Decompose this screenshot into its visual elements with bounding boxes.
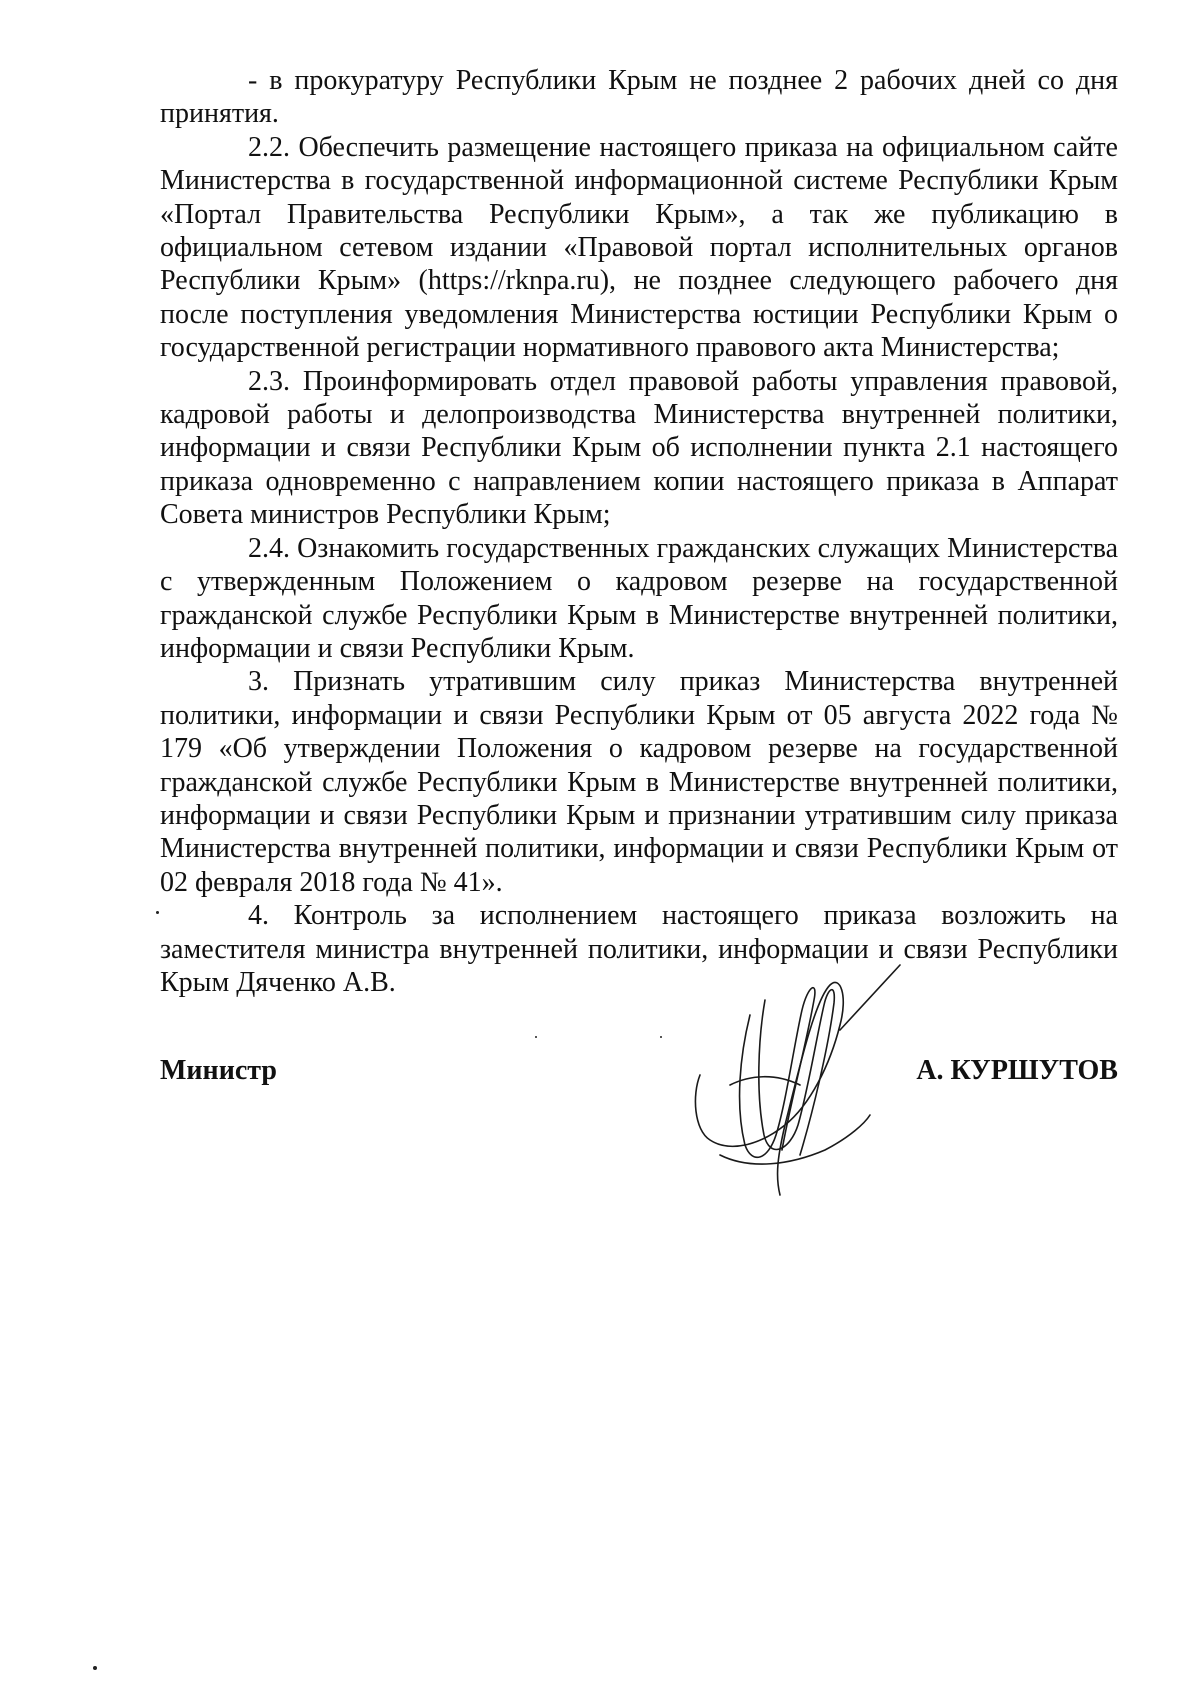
paragraph-2-2: 2.2. Обеспечить размещение настоящего приказа на официальном сайте Министерства в государственной информационной системе Республики Крым «Портал Правительства Республики Крым», а так же публикацию в официальном сетевом издании «Правовой портал исполнительных органов Республики Крым» (https://rknpa.ru), не позднее следующего рабочего дня после поступления уведомления Министерства юстиции Республики Крым о государственной регистрации нормативного правового акта Министерства; [160, 131, 1118, 364]
paragraph-4: 4. Контроль за исполнением настоящего приказа возложить на заместителя министра внутренней политики, информации и связи Республики Крым Дяченко А.В. [160, 900, 1118, 998]
scan-dot [93, 1666, 97, 1670]
scan-dot [156, 911, 159, 914]
scan-dot [535, 1036, 537, 1038]
scan-dot [660, 1036, 662, 1038]
handwritten-signature-icon [690, 955, 920, 1205]
signatory-title: Министр [160, 1055, 277, 1086]
paragraph-2-3: 2.3. Проинформировать отдел правовой работы управления правовой, кадровой работы и делопроизводства Министерства внутренней политики, информации и связи Республики Крым об исполнении пункта 2.1 настоящего приказа одновременно с направлением копии настоящего приказа в Аппарат Совета министров Республики Крым; [160, 365, 1118, 531]
paragraph-prosecutor: - в прокуратуру Республики Крым не позднее 2 рабочих дней со дня принятия. [160, 65, 1118, 130]
document-body [160, 64, 1118, 999]
signatory-name: А. КУРШУТОВ [916, 1055, 1118, 1086]
paragraph-2-4: 2.4. Ознакомить государственных гражданских служащих Министерства с утвержденным Положением о кадровом резерве на государственной гражданской службе Республики Крым в Министерстве внутренней политики, информации и связи Республики Крым. [160, 532, 1118, 664]
paragraph-3: 3. Признать утратившим силу приказ Министерства внутренней политики, информации и связи Республики Крым от 05 августа 2022 года № 179 «Об утверждении Положения о кадровом резерве на государственной гражданской службе Республики Крым в Министерстве внутренней политики, информации и связи Республики Крым и признании утратившим силу приказа Министерства внутренней политики, информации и связи Республики Крым от 02 февраля 2018 года № 41». [160, 666, 1118, 898]
